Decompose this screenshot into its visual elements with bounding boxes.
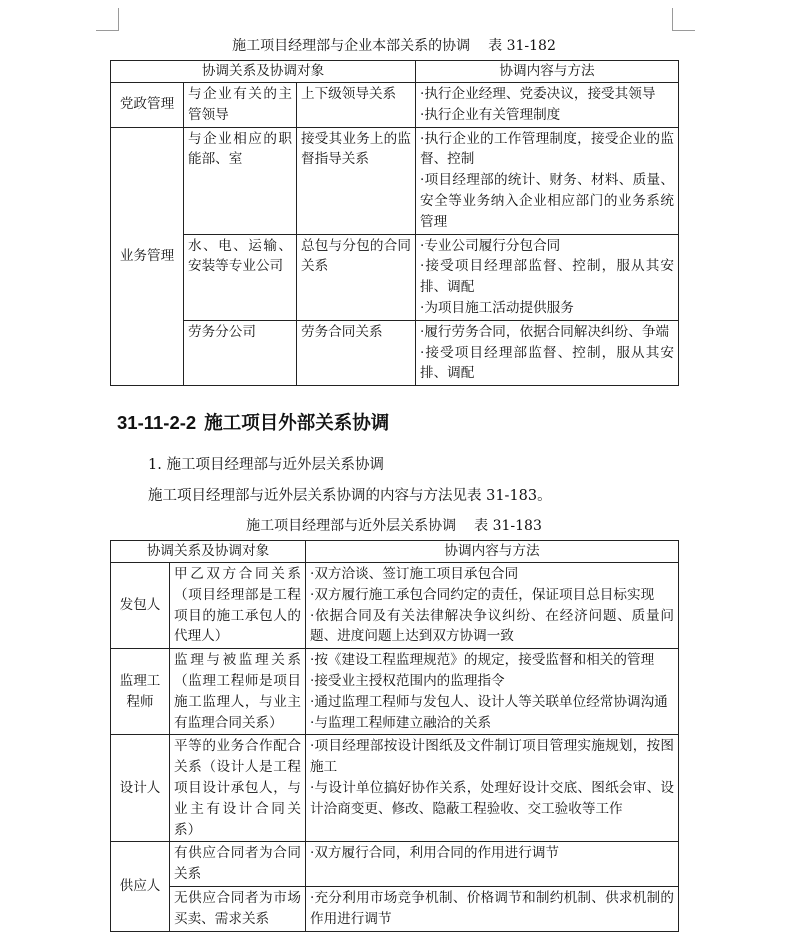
object-cell: 与企业相应的职能部、室 — [184, 127, 297, 234]
object-cell: 与企业有关的主管领导 — [184, 83, 297, 128]
table-header-row — [111, 541, 679, 563]
content-item: ·接受项目经理部监督、控制，服从其安排、调配 — [420, 258, 674, 296]
relation-cell: 接受其业务上的监督指导关系 — [297, 127, 416, 234]
content-cell — [416, 83, 679, 128]
relation-cell: 监理与被监理关系（监理工程师是项目施工监理人，与业主有监理合同关系） — [170, 649, 306, 735]
table-row — [111, 83, 679, 128]
content-item: ·与设计单位搞好协作关系，处理好设计交底、图纸会审、设计洽商变更、修改、隐蔽工程验收、交工验收等工作 — [310, 779, 674, 817]
content-cell — [306, 886, 679, 931]
section-number: 31-11-2-2 — [117, 412, 197, 433]
content-cell — [416, 127, 679, 234]
content-item: ·执行企业有关管理制度 — [420, 106, 561, 123]
table-row — [111, 127, 679, 234]
content-item: ·与监理工程师建立融洽的关系 — [310, 714, 492, 731]
content-item: ·双方履行合同，利用合同的作用进行调节 — [310, 845, 560, 862]
relation-cell: 甲乙双方合同关系（项目经理部是工程项目的施工承包人的代理人） — [170, 563, 306, 649]
content-cell — [306, 563, 679, 649]
table-row — [111, 735, 679, 842]
subsection-heading: 1. 施工项目经理部与近外层关系协调 — [148, 457, 384, 473]
content-cell — [306, 842, 679, 887]
party-cell: 供应人 — [111, 842, 170, 931]
content-item: ·执行企业的工作管理制度，接受企业的监督、控制 — [420, 130, 674, 168]
page-corner-mark-left — [96, 8, 119, 31]
party-cell: 监理工程师 — [111, 649, 170, 735]
party-cell: 发包人 — [111, 563, 170, 649]
content-item: ·项目经理部按设计图纸及文件制订项目管理实施规划，按图施工 — [310, 738, 674, 776]
relation-cell: 总包与分包的合同关系 — [297, 234, 416, 320]
table-31-182 — [110, 60, 679, 386]
content-item: ·充分利用市场竞争机制、价格调节和制约机制、供求机制的作用进行调节 — [310, 889, 674, 927]
relation-cell: 上下级领导关系 — [297, 83, 416, 128]
header-cell-content: 协调内容与方法 — [416, 61, 679, 83]
table-row — [111, 886, 679, 931]
content-item: ·接受业主授权范围内的监理指令 — [310, 672, 505, 689]
content-item: ·按《建设工程监理规范》的规定，接受监督和相关的管理 — [310, 652, 655, 669]
relation-cell: 平等的业务合作配合关系（设计人是工程项目设计承包人，与业主有设计合同关系） — [170, 735, 306, 842]
table-row — [111, 563, 679, 649]
table-row — [111, 649, 679, 735]
table-row — [111, 234, 679, 320]
table1-caption-number: 表 31-182 — [488, 38, 556, 54]
content-item: ·双方洽谈、签订施工项目承包合同 — [310, 566, 519, 582]
header-cell-object: 协调关系及协调对象 — [111, 61, 416, 83]
content-cell — [416, 320, 679, 385]
relation-cell: 无供应合同者为市场买卖、需求关系 — [170, 886, 306, 931]
content-cell — [416, 234, 679, 320]
object-cell: 劳务分公司 — [184, 320, 297, 385]
header-cell-object: 协调关系及协调对象 — [111, 541, 306, 563]
page-corner-mark-right — [672, 8, 695, 31]
content-item: ·为项目施工活动提供服务 — [420, 299, 574, 316]
table1-caption-title: 施工项目经理部与企业本部关系的协调 — [232, 38, 471, 54]
intro-paragraph: 施工项目经理部与近外层关系协调的内容与方法见表 31-183。 — [148, 488, 552, 504]
section-title: 施工项目外部关系协调 — [204, 412, 390, 433]
relation-cell: 有供应合同者为合同关系 — [170, 842, 306, 887]
content-item: ·依据合同及有关法律解决争议纠纷、在经济问题、质量问题、进度问题上达到双方协调一致 — [310, 607, 674, 645]
table2-caption-number: 表 31-183 — [474, 518, 542, 534]
content-cell — [306, 649, 679, 735]
table-row — [111, 320, 679, 385]
content-item: ·双方履行施工承包合同约定的责任，保证项目总目标实现 — [310, 586, 655, 603]
table1-caption — [110, 35, 678, 55]
content-item: ·执行企业经理、党委决议，接受其领导 — [420, 86, 656, 102]
content-item: ·项目经理部的统计、财务、材料、质量、安全等业务纳入企业相应部门的业务系统管理 — [420, 172, 674, 230]
relation-cell: 劳务合同关系 — [297, 320, 416, 385]
table-row — [111, 842, 679, 887]
content-item: ·履行劳务合同，依据合同解决纠纷、争端 — [420, 323, 670, 340]
content-item: ·通过监理工程师与发包人、设计人等关联单位经常协调沟通 — [310, 693, 668, 710]
table2-caption-title: 施工项目经理部与近外层关系协调 — [246, 518, 457, 534]
category-cell: 党政管理 — [111, 83, 184, 128]
content-cell — [306, 735, 679, 842]
header-cell-content: 协调内容与方法 — [306, 541, 679, 563]
table2-caption — [110, 515, 678, 535]
section-heading — [117, 409, 389, 435]
table-header-row — [111, 61, 679, 83]
table-31-183 — [110, 540, 679, 932]
content-item: ·专业公司履行分包合同 — [420, 237, 561, 254]
content-item: ·接受项目经理部监督、控制，服从其安排、调配 — [420, 344, 674, 382]
category-cell: 业务管理 — [111, 127, 184, 386]
object-cell: 水、电、运输、安装等专业公司 — [184, 234, 297, 320]
party-cell: 设计人 — [111, 735, 170, 842]
